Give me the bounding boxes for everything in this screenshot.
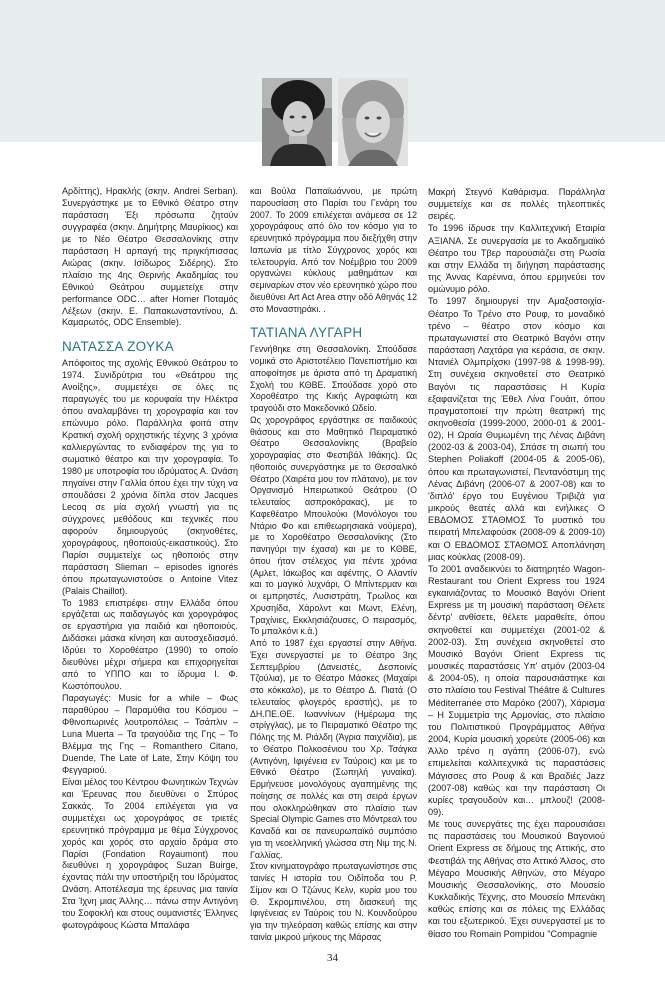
paragraph: Το 2001 αναδεικνύει το διατηρητέο Wagon-Restaurant του Orient Express του 1924 εγκαινιάζοντας το Μουσικό Βαγόνι Orient Express με τη μουσική παράσταση Θέλετε δέντρ' ανθίσετε, θέλετε μαραθείτε, όπου σκηνοθετεί και συμμετέχει (2001-02 & 2002-03). Στη συνέχεια σκηνοθετεί στο Μουσικό Βαγόνι Orient Express τις μουσικές παραστάσεις Υπ' ατμόν (2003-04 & 2004-05), η οποία παρουσιάστηκε και στο πλαίσιο του Festival Théâtre & Cultures Méditerranée στο Μαρόκο (2007), Χάρισμα – Η Συμμετρία της Αρμονίας, στο πλαίσιο του Πολιτιστικού Προγράμματος Αθήνα 2004, Κυρία μουσική χορεύτε (2005-06) και Άλλο τρένο η αγάπη (2006-07), ενώ επιμελείται καλλιτεχνικά τις παραστάσεις Μάγισσες στο Ρουφ & και Βραδιές Jazz (2007-08) καθώς και την παράσταση Οι κυρίες τραγουδούν και… μπλουζ! (2008-09). (428, 563, 605, 817)
header-band (0, 0, 665, 142)
text-column-1 (62, 186, 238, 932)
paragraph: Ως χορογράφος εργάστηκε σε παιδικούς θιάσους και στο Μαθητικό Πειραματικό Θέατρο Θεσσαλονίκης (Βραβείο χορογραφίας στο Φεστιβάλ Ιθάκης). Ως ηθοποιός συνεργάστηκε με το Θεσσαλικό Θέατρο (Χαιρέτα μου τον πλάτανο), με τον Οργανισμό Ηπειρωτικού Θεάτρου (Ο τελευταίος ασπροκόρακας), με το Καφεθέατρο Μπουλούκι (Μονόλογοι του Ντάριο Φο και επιθεωρησιακά νούμερα), με το Χοροθέατρο Θεσσαλονίκης (Στο πανηγύρι την έχασα) και με το ΚΘΒΕ, όπου ήταν στέλεχος για πέντε χρόνια (Αμλετ, Ιάκωβος και αφέντης, Ο Αλαντίν και το μαγικό λυχνάρι, Ο Μπίντερμαν και οι εμπρηστές, Λυσιστράτη, Τρωίλος και Χρυσηίδα, Χάρολντ και Μωντ, Ελένη, Τραχίνιες, Εκκλησιάζουσες, Ο πειρασμός, Το μπαλκόνι κ.ά.) (250, 414, 417, 637)
paragraph: Αρδίττης), Ηρακλής (σκην. Andrei Serban). Συνεργάστηκε με το Εθνικό Θέατρο στην παράσταση Έξι πρόσωπα ζητούν συγγραφέα (σκην. Δημήτρης Μαυρίκιος) και με το Νέο Θέατρο Θεσσαλονίκης στην παράσταση Η αρπαγή της πριγκήπισσας Αιώρας (σκην. Ισίδωρος Σιδέρης). Στο πλαίσιο της 4ης Θερινής Ακαδημίας του Εθνικού Θεάτρου συμμετείχε στην performance ODC… after Homer Ποταμός Λέξεων (σκην. Ε. Παπακωνσταντίνου, Δ. Καμαρωτός, ODC Ensemble). (62, 186, 238, 328)
section-heading-natassa-zouka: ΝΑΤΑΣΣΑ ΖΟΥΚΑ (62, 339, 174, 355)
paragraph: Το 1996 ίδρυσε την Καλλιτεχνική Εταιρία ΑΞΙΑΝΑ. Σε συνεργασία με το Ακαδημαϊκό Θέατρο του Τβερ παρουσιάζει στη Ρωσία και στην Ελλάδα τη διήγηση παράστασης της Άννας Καρένινα, όπου ερμηνεύει τον ομώνυμο ρόλο. (428, 223, 605, 295)
paragraph: Μακρή Στεγνό Καθάρισμα. Παράλληλα συμμετείχε και σε πολλές τηλεοπτικές σειρές. (428, 187, 605, 222)
section-heading-tatiana-lygari: ΤΑΤΙΑΝΑ ΛΥΓΑΡΗ (250, 325, 363, 341)
paragraph: Από το 1987 έχει εργαστεί στην Αθήνα. Έχει συνεργαστεί με το Θέατρο 3ης Σεπτεμβρίου (Δανειστές, Δεσποινίς Τζούλια), με το Θέατρο Μάσκες (Μαχαίρι στο κόκκαλο), με το Θέατρο Δ. Πιατά (Ο τελευταίος φλογερός εραστής), με το ΔΗ.ΠΕ.ΘΕ. Ιωαννίνων (Ημέρωμα της στρίγγλας), με το Πειραματικό Θέατρο της Πόλης της Μ. Ριάλδη (Άγρια παιχνίδια), με το Θέατρο Πολκοσένιου του Χρ. Τσάγκα (Αντιγόνη, Ιφιγένεια εν Ταύροις) και με το Εθνικό Θέατρο (Σωπηλή γυναίκα). Ερμήνευσε μονολόγους αγαπημένης της ποίησης σε πολλές και στη σειρά έργων που ολοκληρώθηκαν στο πλαίσιο των Special Olympic Games στο Μόντρεαλ του Καναδά και σε πανευρωπαϊκό συμπόσιο για τη νεοελληνική γλώσσα στη Νιμ της Ν. Γαλλίας. (250, 638, 418, 860)
text-column-2 (250, 186, 417, 944)
paragraph: Παραγωγές: Music for a while – Φως παραθύρου – Παραμύθια του Κόσμου – Φθινοπωρινές λουτροπόλεις – Τσάπλιν – Luna Muerta – Τα τραγούδια της Γης – Το Βλέμμα της Γης – Romanthero Citano, Duende, The Late of Late, Στην Κόψη του Φεγγαριού. (62, 693, 238, 775)
paragraph: Απόφοιτος της σχολής Εθνικού Θεάτρου το 1974. Συνιδρύτρια του «Θεάτρου της Ανοίξης», συμμετέχει σε όλες τις παραγωγές του με κορυφαία την Ηλέκτρα όπου αναλαμβάνει τη χορογραφία και τον επώνυμο ρόλο. Παράλληλα φοιτά στην Κρατική σχολή ορχηστικής τέχνης 3 χρόνια καλλιεργώντας το ενδιαφέρον της για το σωματικό θέατρο και την χορογραφία. Το 1980 με υποτροφία του ιδρύματος Α. Ωνάση πηγαίνει στην Γαλλία όπου έχει την τύχη να σπουδάσει 2 χρόνια δίπλα στον Jacques Lecoq σε μία σχολή γνωστή για τις σύγχρονες μεθόδους και τεχνικές που αφορούν δημιουργούς (σκηνοθέτες, χορογράφους, ηθοποιούς-εικαστικούς). Στο Παρίσι συμμετείχε ως ηθοποιός στην παράσταση Slieman – episodes ignorés όπου πρωταγωνιστούσε ο Antoine Vitez (Palais Chaillot). (62, 358, 238, 596)
portrait-photo-natassa-zouka (262, 78, 332, 166)
text-column-3 (428, 186, 605, 940)
paragraph: Είναι μέλος του Κέντρου Φωνητικών Τεχνών και Έρευνας που διευθύνει ο Σπύρος Σακκάς. Το 2004 επιλέγεται για να συμμετέχει ως χορογράφος σε τριετές ερευνητικό πρόγραμμα με θέμα Σύγχρονος χορός και χορός στο αρχαίο δράμα στο Παρίσι (Fondation Royaumont) που διευθύνει η χορογράφος Suzan Buirge, έχοντας πάλι την υποστήριξη του Ιδρύματος Ωνάση. Αποτέλεσμα της έρευνας μια ταινία Στα Ίχνη μιας Άλλης… πάνω στην Αντιγόνη του Σοφοκλή και στους ουμανιστές Έλληνες φωτογράφους Κώστα Μπαλάφα (62, 776, 238, 931)
paragraph: Γεννήθηκε στη Θεσσαλονίκη. Σπούδασε νομικά στο Αριστοτέλειο Πανεπιστήμιο και αποφοίτησε με άριστα από τη Δραματική Σχολή του ΚΘΒΕ. Σπούδασε χορό στο Χοροθέατρο της Κικής Αγραφιώτη και τραγούδι στο Μακεδονικό Ωδείο. (250, 344, 417, 413)
paragraph: Το 1997 δημιουργεί την Αμαξοστοιχία-Θέατρο Το Τρένο στο Ρουφ, το μοναδικό τρένο – θέατρο στον κόσμο και πρωταγωνιστεί στο Θεατρικό Βαγόνι στην παράσταση Λαχτάρα για κεράσια, σε σκην. Ντανιέλ Ολμπρίχσκι (1997-98 & 1998-99). Στη συνέχεια σκηνοθετεί στο Θεατρικό Βαγόνι τις παραστάσεις Η Κυρία εξαφανίζεται της Έθελ Λίνα Γουάιτ, όπου πραγματοποιεί την πρώτη θεατρική της σκηνοθεσία (1999-2000, 2000-01 & 2001-02), Η Ωραία Θυμωμένη της Λένας Διβάνη (2002-03 & 2003-04), Σπάσε τη σιωπή του Stephen Poliakoff (2004-05 & 2005-06), όπου και πρωταγωνιστεί, Πεντανόστιμη της Λένας Διβάνη (2006-07 & 2007-08) και το 'διπλό' έργο του Ευγένιου Τριβιζά για μικρούς θεατές αλλά και ενήλικες Ο ΕΒΔΟΜΟΣ ΣΤΑΘΜΟΣ Το μυστικό του πειρατή Μπελαφούσκ (2008-09 & 2009-10) και Ο ΕΒΔΟΜΟΣ ΣΤΑΘΜΟΣ Αποπλάνηση μιας κούκλας (2008-09). (428, 296, 605, 562)
paragraph: Το 1983 επιστρέφει στην Ελλάδα όπου εργάζεται ως παιδαγωγός και χορογράφος σε εργαστήρια για παιδιά και ηθοποιούς. Διδάσκει μάσκα κίνηση και αυτοσχεδιασμό. Ιδρύει το Χοροθέατρο (1990) το οποίο διευθύνει μέχρι σήμερα και επιχορηγείται από το ΥΠΠΟ και το ίδρυμα Ι. Φ. Κωστόπουλου. (62, 597, 238, 692)
portrait-photo-tatiana-lygari (338, 78, 408, 166)
paragraph: και Βούλα Παπαϊωάννου, με πρώτη παρουσίαση στο Παρίσι του Γενάρη του 2007. Το 2009 επιλέχεται ανάμεσα σε 12 χορογράφους από όλο τον κόσμο για το ερευνητικό πρόγραμμα που διεξήχθη στην Ιαπωνία με τίτλο Σύγχρονος χορός και τελετουργία. Από τον Νοέμβριο του 2009 οργανώνει κύκλους μαθημάτων και σεμιναρίων στον νέο ερευνητικό χώρο που διευθύνει Art Act Area στην οδό Αθηνάς 12 στο Μοναστηράκι. . (250, 186, 417, 314)
paragraph: Με τους συνεργάτες της έχει παρουσιάσει τις παραστάσεις του Μουσικού Βαγονιού Orient Express σε δήμους της Αττικής, στο Φεστιβάλ της Αθήνας στο Αττικό Άλσος, στο Μέγαρο Μουσικής Αθηνών, στο Μέγαρο Μουσικής Θεσσαλονίκης, στο Μουσείο Κυκλαδικής Τέχνης, στο Μουσείο Μπενάκη καθώς επίσης και σε πόλεις της Ελλάδας και του εξωτερικού. Έχει συνεργαστεί με το θίασο του Romain Pompidou "Compagnie (428, 819, 605, 939)
page-number: 34 (327, 952, 338, 964)
paragraph: Στον κινηματογράφο πρωταγωνίστησε στις ταινίες Η ιστορία του Οιδίποδα του Ρ. Σίμον και Ο Τζώνυς Κελν, κυρία μου του Θ. Σκρομπινέλου, στη διασκευή της Ιφιγένειας εν Ταύροις του Ν. Κουνδούρου για την τηλεόραση καθώς επίσης και στην ταινία μικρού μήκους της Μάρσας (250, 861, 417, 942)
